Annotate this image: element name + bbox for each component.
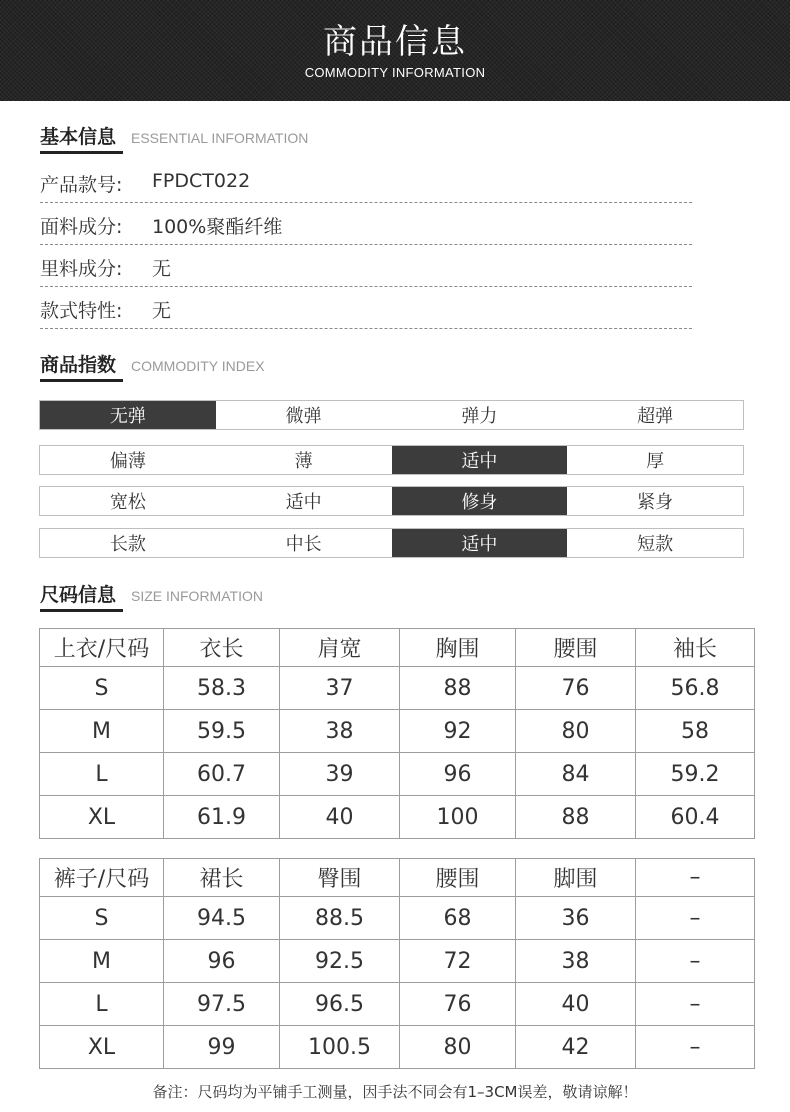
index-option: 长款 [109,534,146,555]
table-row [40,753,755,796]
table-row [40,796,755,839]
header-banner [0,0,790,101]
table-cell: 84 [516,753,636,796]
table-cell: M [40,710,164,753]
info-label: 款式特性: [40,300,123,322]
table-cell: 42 [516,1026,636,1069]
table-header-cell: 臀围 [280,859,400,897]
table-cell: 61.9 [164,796,280,839]
table-cell: 80 [400,1026,516,1069]
page-title: 商品信息 [323,22,467,62]
table-cell: 58 [636,710,755,753]
table-header-cell: – [636,859,755,897]
basic-info-subtitle: ESSENTIAL INFORMATION [131,130,309,146]
table-cell: 80 [516,710,636,753]
table-cell: 72 [400,940,516,983]
table-header-cell: 胸围 [400,629,516,667]
table-cell: M [40,940,164,983]
index-option: 短款 [637,534,674,555]
table-cell: 94.5 [164,897,280,940]
measurement-note: 备注：尺码均为平铺手工测量，因手法不同会有1–3CM误差，敬请谅解！ [152,1083,638,1101]
index-option: 适中 [392,529,568,557]
table-row [40,1026,755,1069]
table-cell: L [40,753,164,796]
table-header-cell: 袖长 [636,629,755,667]
pants-size-table [39,858,755,1069]
table-row [40,710,755,753]
info-label: 产品款号: [40,174,123,196]
table-row [40,897,755,940]
table-cell: 88 [400,667,516,710]
index-row-thickness [39,445,744,475]
index-option: 弹力 [461,406,498,427]
table-cell: 97.5 [164,983,280,1026]
page-subtitle: COMMODITY INFORMATION [304,65,486,80]
heading-underline [40,151,123,154]
info-value: 无 [152,300,172,322]
table-header-cell: 衣长 [164,629,280,667]
heading-underline [40,609,123,612]
table-header-cell: 脚围 [516,859,636,897]
table-cell: 38 [280,710,400,753]
info-row-fabric [40,203,692,245]
table-cell: S [40,897,164,940]
table-cell: 96.5 [280,983,400,1026]
table-cell: XL [40,1026,164,1069]
size-info-title: 尺码信息 [40,584,117,606]
table-cell: 99 [164,1026,280,1069]
table-cell: 58.3 [164,667,280,710]
table-header-cell: 肩宽 [280,629,400,667]
table-cell: – [636,940,755,983]
index-option: 适中 [392,446,568,474]
info-label: 面料成分: [40,216,123,238]
index-option: 无弹 [40,401,216,429]
index-option: 紧身 [637,492,674,513]
index-option: 偏薄 [109,451,146,472]
commodity-index-subtitle: COMMODITY INDEX [131,358,265,374]
table-cell: 96 [164,940,280,983]
table-cell: L [40,983,164,1026]
table-header-cell: 上衣/尺码 [40,629,164,667]
table-cell: 76 [400,983,516,1026]
table-cell: 76 [516,667,636,710]
heading-underline [40,379,123,382]
index-option: 厚 [646,451,665,472]
info-row-style-number [40,161,692,203]
table-cell: 40 [280,796,400,839]
table-row [40,667,755,710]
table-cell: S [40,667,164,710]
index-option: 中长 [285,534,322,555]
index-row-elasticity [39,400,744,430]
table-header-cell: 腰围 [516,629,636,667]
info-label: 里料成分: [40,258,123,280]
table-cell: 92.5 [280,940,400,983]
table-cell: 59.5 [164,710,280,753]
table-cell: – [636,1026,755,1069]
commodity-index-title: 商品指数 [40,354,117,376]
index-option: 适中 [285,492,322,513]
index-row-fit [39,486,744,516]
index-option: 修身 [392,487,568,515]
table-cell: 39 [280,753,400,796]
table-cell: 36 [516,897,636,940]
table-cell: 96 [400,753,516,796]
table-row [40,940,755,983]
table-cell: 60.7 [164,753,280,796]
index-option: 超弹 [637,406,674,427]
info-row-lining [40,245,692,287]
index-row-length [39,528,744,558]
table-cell: – [636,983,755,1026]
table-header-cell: 裤子/尺码 [40,859,164,897]
table-cell: 40 [516,983,636,1026]
table-cell: 60.4 [636,796,755,839]
info-value: 无 [152,258,172,280]
table-cell: – [636,897,755,940]
basic-info-title: 基本信息 [40,126,117,148]
table-cell: 37 [280,667,400,710]
table-header-cell: 裙长 [164,859,280,897]
table-cell: 88.5 [280,897,400,940]
table-cell: XL [40,796,164,839]
table-cell: 59.2 [636,753,755,796]
table-row [40,983,755,1026]
table-header-row [40,629,755,667]
table-cell: 92 [400,710,516,753]
table-cell: 38 [516,940,636,983]
table-cell: 100.5 [280,1026,400,1069]
size-info-subtitle: SIZE INFORMATION [131,588,263,604]
info-row-feature [40,287,692,329]
table-cell: 88 [516,796,636,839]
table-cell: 56.8 [636,667,755,710]
index-option: 薄 [294,451,313,472]
table-cell: 100 [400,796,516,839]
index-option: 宽松 [109,492,146,513]
table-header-cell: 腰围 [400,859,516,897]
top-size-table [39,628,755,839]
table-cell: 68 [400,897,516,940]
info-value: 100%聚酯纤维 [152,216,283,238]
table-header-row [40,859,755,897]
index-option: 微弹 [285,406,322,427]
info-value: FPDCT022 [152,170,251,192]
